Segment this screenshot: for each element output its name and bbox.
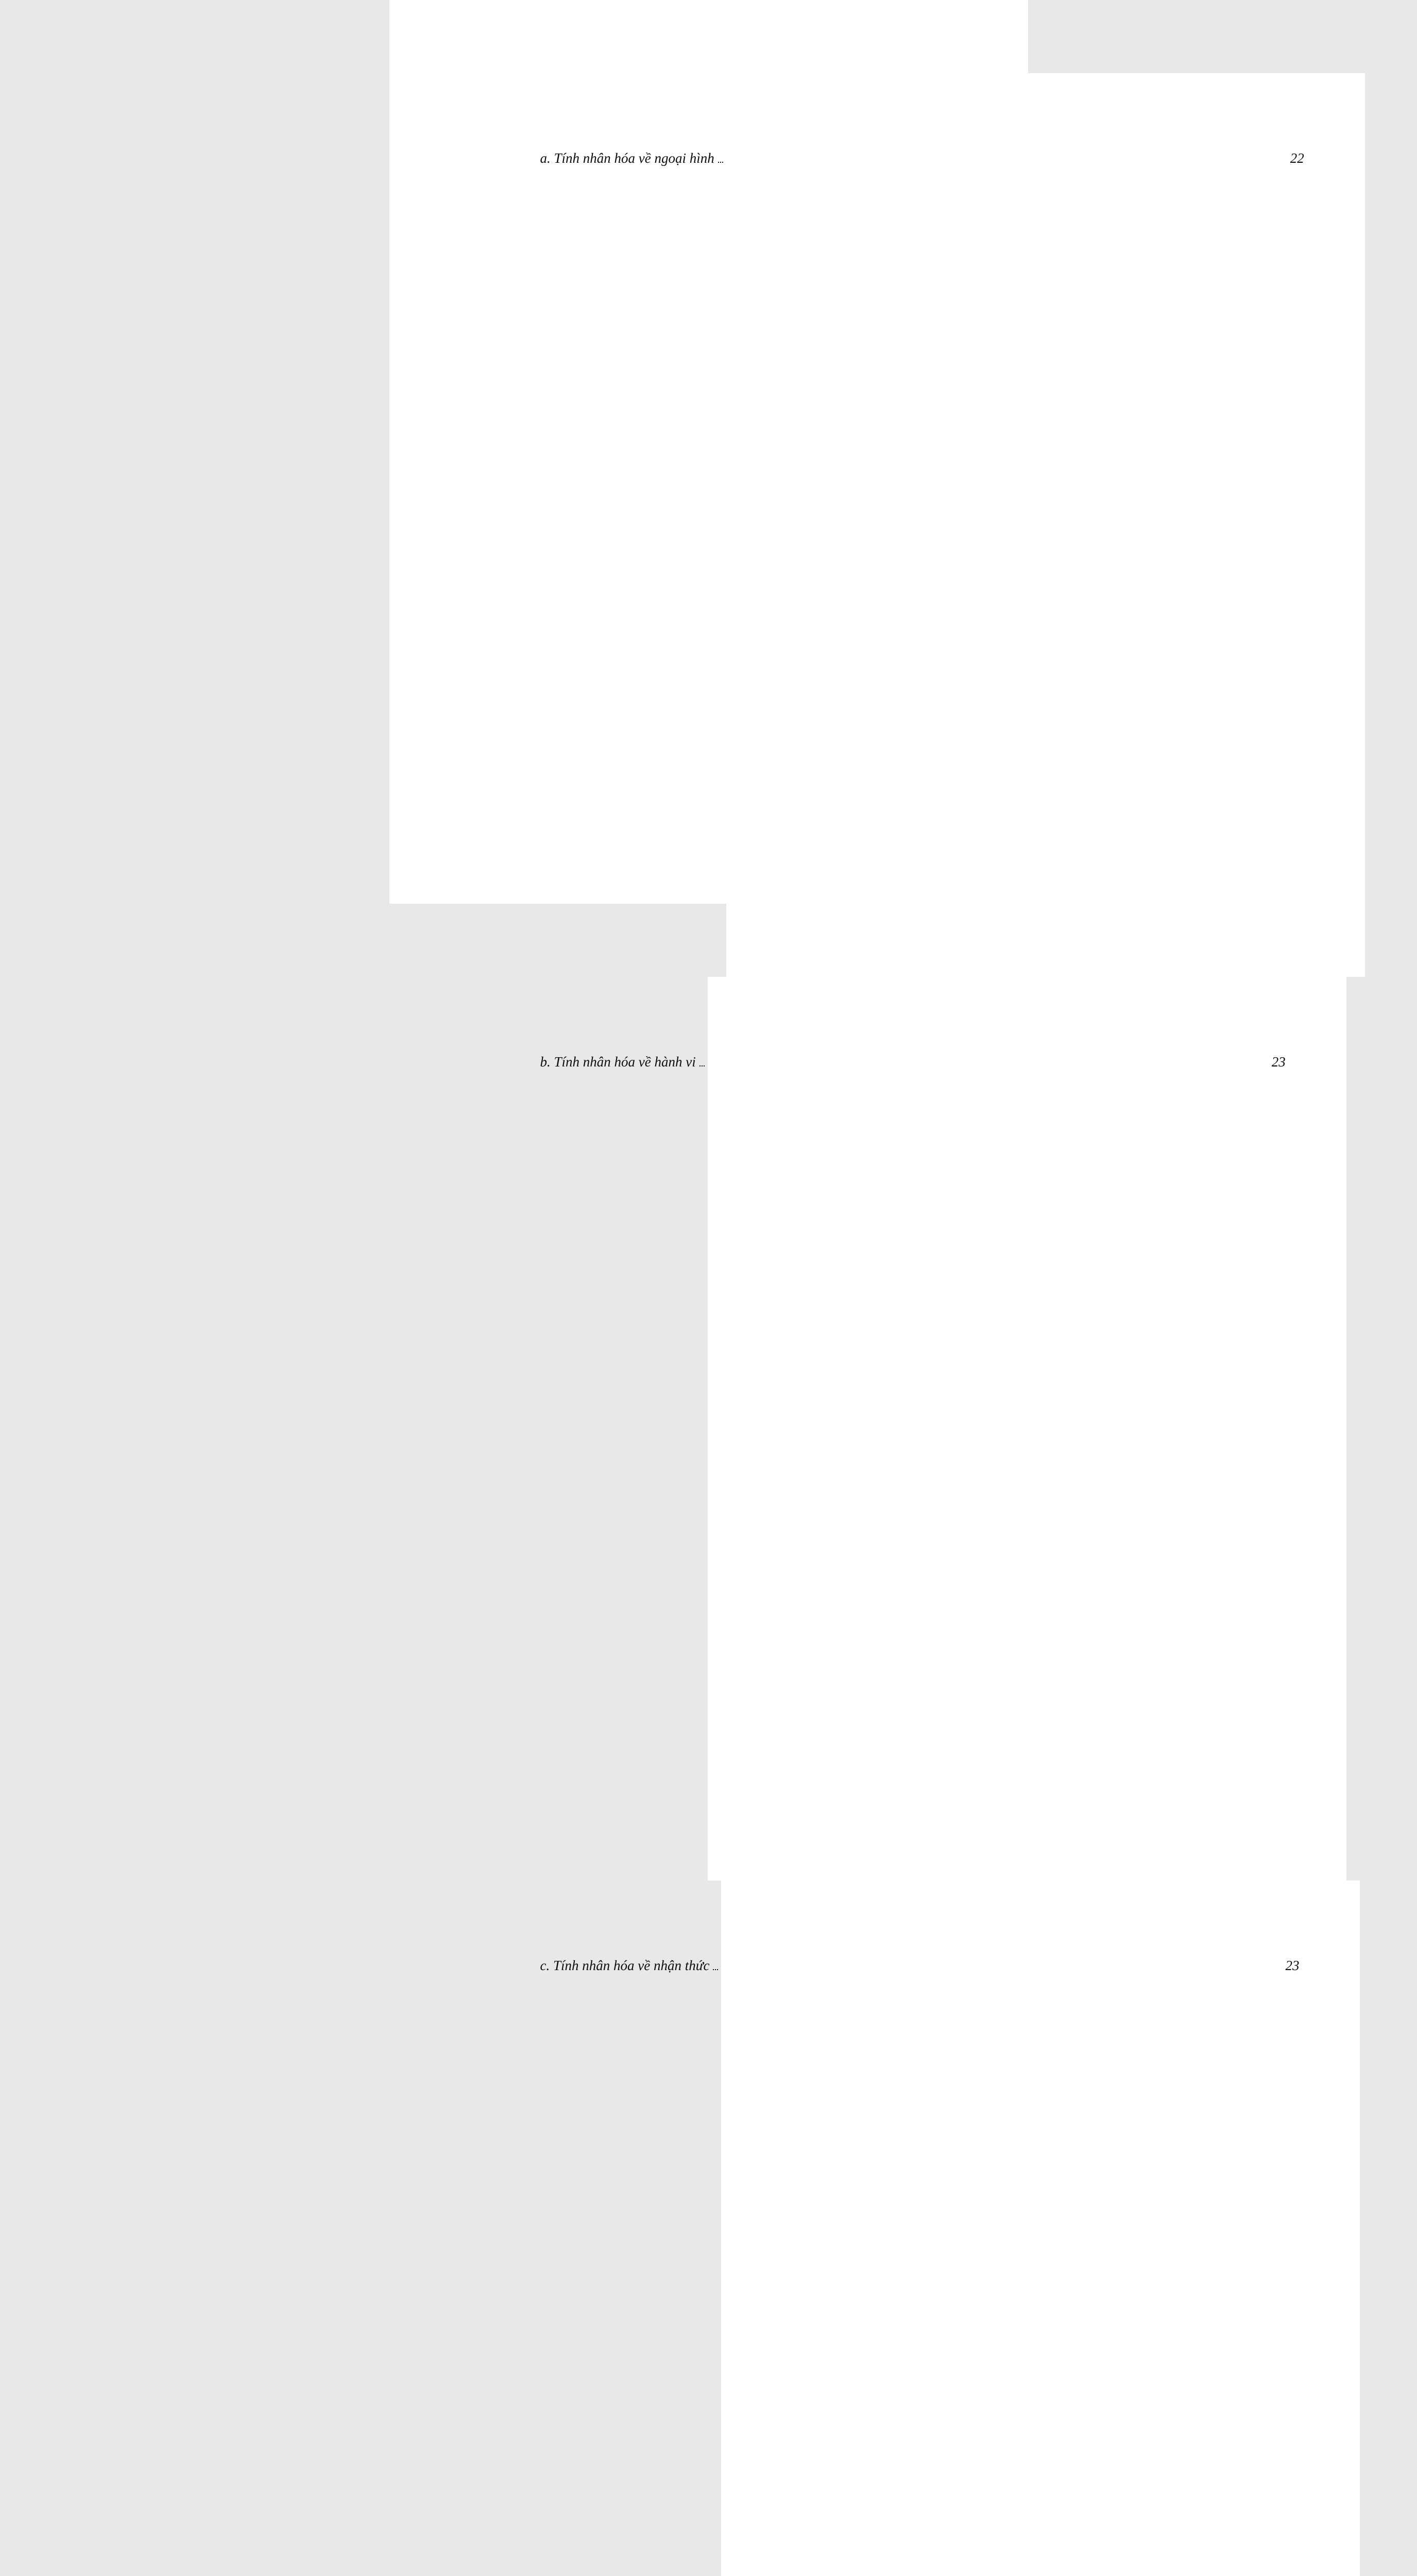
dot-leader xyxy=(699,1065,705,1066)
toc-entry-page: 22 xyxy=(726,73,1365,977)
table-of-contents xyxy=(469,73,1304,2576)
dot-leader xyxy=(713,1969,718,1970)
toc-entry-page: 23 xyxy=(721,1880,1360,2576)
toc-entry-label: a. Tính nhân hóa về ngoại hình xyxy=(540,150,714,166)
toc-entry xyxy=(540,73,1304,977)
dot-leader xyxy=(718,162,723,163)
toc-entry xyxy=(540,1880,1300,2576)
toc-entry-page: 23 xyxy=(708,977,1346,1880)
document-page xyxy=(389,0,1304,1973)
toc-entry-label: b. Tính nhân hóa về hành vi xyxy=(540,1054,696,1070)
toc-entry-label: c. Tính nhân hóa về nhận thức xyxy=(540,1958,710,1973)
toc-entry xyxy=(540,977,1286,1880)
